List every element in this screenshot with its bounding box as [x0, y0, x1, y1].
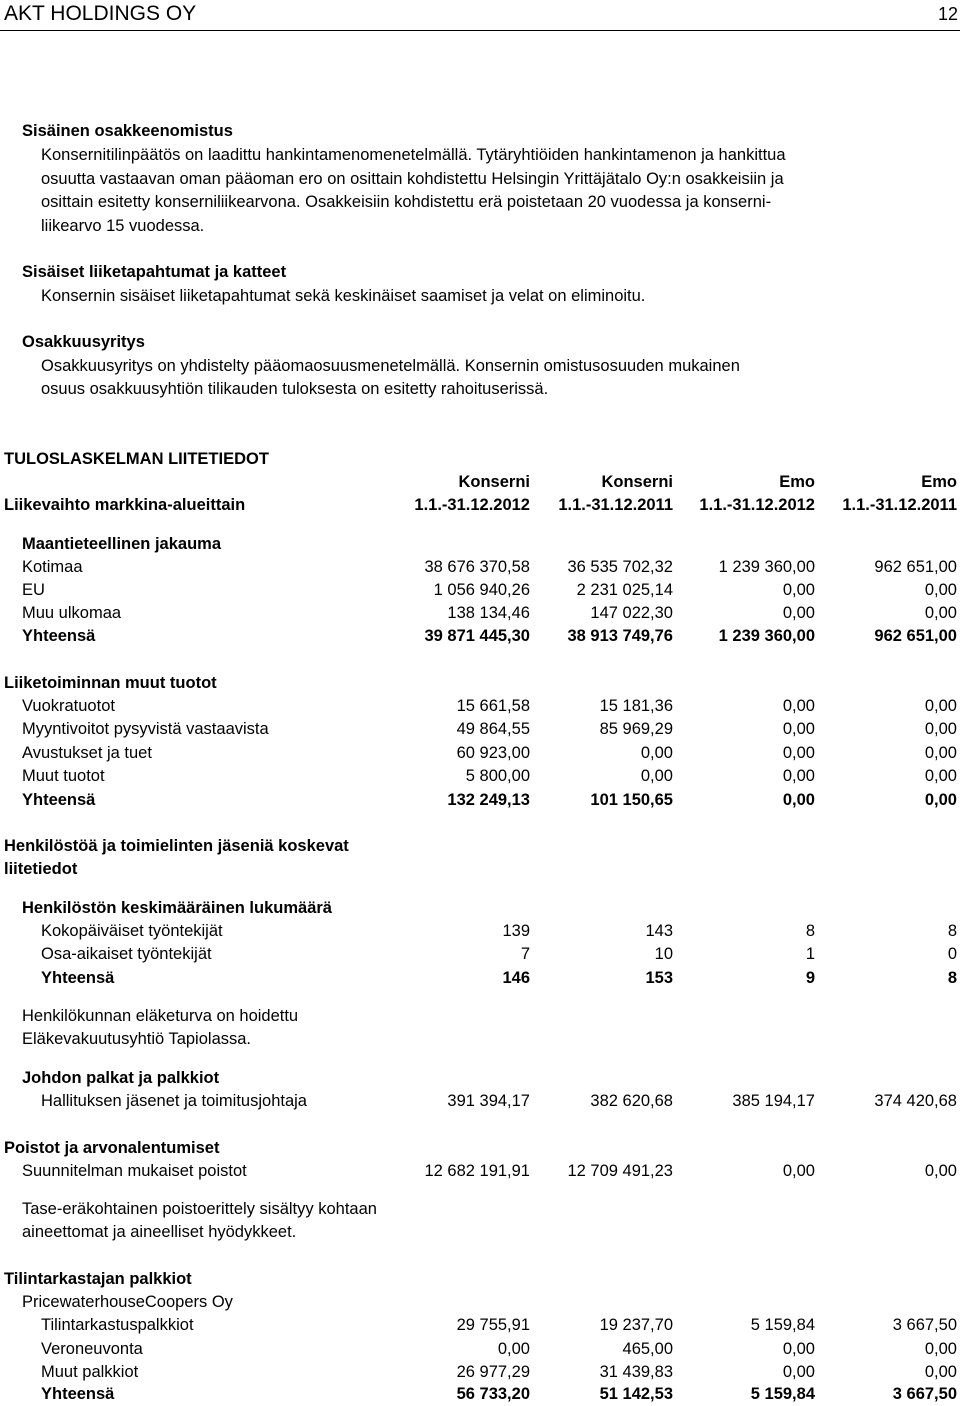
cell-value: 0,00 [924, 697, 957, 715]
column-header: Emo [779, 473, 815, 491]
row-label: Avustukset ja tuet [22, 744, 152, 762]
row-label: Suunnitelman mukaiset poistot [22, 1162, 247, 1180]
cell-value: 10 [654, 945, 673, 963]
cell-value: 0,00 [924, 1340, 957, 1358]
cell-value: 1 239 360,00 [718, 627, 815, 645]
depreciation-note: Tase-eräkohtainen poistoerittely sisältyy kohtaan [22, 1200, 377, 1218]
cell-value: 0,00 [924, 1162, 957, 1180]
cell-value: 138 134,46 [447, 604, 530, 622]
cell-value: 139 [502, 922, 530, 940]
cell-value: 132 249,13 [447, 791, 530, 809]
cell-value: 26 977,29 [456, 1363, 530, 1381]
cell-value: 0,00 [782, 720, 815, 738]
cell-value: 15 181,36 [599, 697, 673, 715]
cell-value: 146 [502, 969, 530, 987]
cell-value: 962 651,00 [874, 558, 957, 576]
row-label: Muut palkkiot [41, 1363, 139, 1381]
cell-value: 5 159,84 [750, 1316, 815, 1334]
cell-value: 49 864,55 [456, 720, 530, 738]
cell-value: 0,00 [782, 791, 815, 809]
cell-value: 0,00 [640, 767, 673, 785]
cell-value: 0,00 [782, 744, 815, 762]
cell-value: 0,00 [924, 604, 957, 622]
cell-value: 0,00 [640, 744, 673, 762]
row-label: Yhteensä [41, 969, 115, 987]
pension-note: Henkilökunnan eläketurva on hoidettu [22, 1007, 299, 1025]
cell-value: 0,00 [924, 744, 957, 762]
cell-value: 0,00 [924, 720, 957, 738]
cell-value: 0,00 [782, 581, 815, 599]
group-title-auditor: Tilintarkastajan palkkiot [4, 1270, 192, 1288]
row-label-revenue-by-market: Liikevaihto markkina-alueittain [4, 496, 246, 514]
paragraph-line: osittain esitetty konserniliikearvona. Osakkeisiin kohdistettu erä poistetaan 20 vuodessa ja konserni- [41, 193, 772, 211]
cell-value: 12 709 491,23 [567, 1162, 673, 1180]
column-period: 1.1.-31.12.2011 [558, 496, 673, 514]
cell-value: 0,00 [782, 767, 815, 785]
cell-value: 39 871 445,30 [424, 627, 530, 645]
row-label: EU [22, 581, 45, 599]
column-header: Konserni [458, 473, 530, 491]
group-title-depreciation: Poistot ja arvonalentumiset [4, 1139, 220, 1157]
column-period: 1.1.-31.12.2011 [842, 496, 957, 514]
subgroup-title-headcount: Henkilöstön keskimääräinen lukumäärä [22, 899, 332, 917]
paragraph-line: Konsernitilinpäätös on laadittu hankintamenomenetelmällä. Tytäryhtiöiden hankintamenon ja hankittua [41, 146, 786, 164]
row-label: Hallituksen jäsenet ja toimitusjohtaja [41, 1092, 307, 1110]
cell-value: 143 [645, 922, 673, 940]
cell-value: 9 [805, 969, 815, 987]
cell-value: 0 [947, 945, 957, 963]
row-label: Osa-aikaiset työntekijät [41, 945, 212, 963]
cell-value: 15 661,58 [456, 697, 530, 715]
depreciation-note: aineettomat ja aineelliset hyödykkeet. [22, 1223, 297, 1241]
row-label: Muu ulkomaa [22, 604, 122, 622]
cell-value: 31 439,83 [599, 1363, 673, 1381]
cell-value: 5 159,84 [750, 1385, 815, 1403]
cell-value: 51 142,53 [599, 1385, 673, 1403]
row-label: Kotimaa [22, 558, 83, 576]
cell-value: 0,00 [924, 1363, 957, 1381]
column-header: Emo [921, 473, 957, 491]
subgroup-title-management: Johdon palkat ja palkkiot [22, 1069, 220, 1087]
cell-value: 385 194,17 [732, 1092, 815, 1110]
row-label: Veroneuvonta [41, 1340, 143, 1358]
section-title-associated-company: Osakkuusyritys [22, 333, 145, 351]
header-divider [0, 30, 960, 31]
page-number: 12 [938, 4, 959, 24]
cell-value: 0,00 [924, 767, 957, 785]
cell-value: 0,00 [782, 1340, 815, 1358]
cell-value: 465,00 [622, 1340, 673, 1358]
auditor-firm: PricewaterhouseCoopers Oy [22, 1293, 233, 1311]
cell-value: 2 231 025,14 [576, 581, 673, 599]
group-title-personnel: Henkilöstöä ja toimielinten jäseniä koskevat [4, 837, 349, 855]
cell-value: 962 651,00 [874, 627, 957, 645]
paragraph-line: osuus osakkuusyhtiön tilikauden tuloksesta on esitetty rahoituserissä. [41, 380, 549, 398]
cell-value: 1 056 940,26 [433, 581, 530, 599]
cell-value: 382 620,68 [590, 1092, 673, 1110]
cell-value: 0,00 [497, 1340, 530, 1358]
notes-title: TULOSLASKELMAN LIITETIEDOT [4, 450, 269, 468]
section-title-cross-ownership: Sisäinen osakkeenomistus [22, 122, 233, 140]
cell-value: 374 420,68 [874, 1092, 957, 1110]
row-label: Vuokratuotot [22, 697, 115, 715]
group-title-geographic: Maantieteellinen jakauma [22, 535, 221, 553]
cell-value: 0,00 [782, 604, 815, 622]
row-label: Myyntivoitot pysyvistä vastaavista [22, 720, 269, 738]
group-title-other-income: Liiketoiminnan muut tuotot [4, 674, 217, 692]
cell-value: 153 [645, 969, 673, 987]
cell-value: 12 682 191,91 [424, 1162, 530, 1180]
cell-value: 0,00 [782, 697, 815, 715]
cell-value: 29 755,91 [456, 1316, 530, 1334]
cell-value: 7 [520, 945, 530, 963]
column-header: Konserni [601, 473, 673, 491]
cell-value: 8 [805, 922, 815, 940]
company-name: AKT HOLDINGS OY [4, 2, 197, 25]
row-label: Kokopäiväiset työntekijät [41, 922, 223, 940]
cell-value: 101 150,65 [590, 791, 673, 809]
cell-value: 0,00 [782, 1162, 815, 1180]
section-title-internal-transactions: Sisäiset liiketapahtumat ja katteet [22, 263, 287, 281]
row-label: Yhteensä [22, 791, 96, 809]
row-label: Tilintarkastuspalkkiot [41, 1316, 194, 1334]
row-label: Yhteensä [41, 1385, 115, 1403]
pension-note: Eläkevakuutusyhtiö Tapiolassa. [22, 1030, 252, 1048]
column-period: 1.1.-31.12.2012 [414, 496, 530, 514]
row-label: Muut tuotot [22, 767, 105, 785]
cell-value: 38 913 749,76 [567, 627, 673, 645]
paragraph-line: Konsernin sisäiset liiketapahtumat sekä keskinäiset saamiset ja velat on eliminoitu. [41, 287, 646, 305]
column-period: 1.1.-31.12.2012 [699, 496, 815, 514]
cell-value: 60 923,00 [456, 744, 530, 762]
cell-value: 8 [947, 922, 957, 940]
cell-value: 38 676 370,58 [424, 558, 530, 576]
cell-value: 0,00 [782, 1363, 815, 1381]
cell-value: 147 022,30 [590, 604, 673, 622]
cell-value: 3 667,50 [892, 1316, 957, 1334]
group-title-personnel-cont: liitetiedot [4, 860, 78, 878]
cell-value: 3 667,50 [892, 1385, 957, 1403]
cell-value: 36 535 702,32 [567, 558, 673, 576]
cell-value: 8 [947, 969, 957, 987]
paragraph-line: liikearvo 15 vuodessa. [41, 217, 205, 235]
cell-value: 56 733,20 [456, 1385, 530, 1403]
cell-value: 391 394,17 [447, 1092, 530, 1110]
cell-value: 1 239 360,00 [718, 558, 815, 576]
cell-value: 19 237,70 [599, 1316, 673, 1334]
row-label: Yhteensä [22, 627, 96, 645]
paragraph-line: osuutta vastaavan oman pääoman ero on osittain kohdistettu Helsingin Yrittäjätalo Oy:n osakkeisiin ja [41, 170, 784, 188]
cell-value: 0,00 [924, 581, 957, 599]
cell-value: 5 800,00 [465, 767, 530, 785]
cell-value: 85 969,29 [599, 720, 673, 738]
cell-value: 1 [805, 945, 815, 963]
paragraph-line: Osakkuusyritys on yhdistelty pääomaosuusmenetelmällä. Konsernin omistusosuuden mukainen [41, 357, 740, 375]
cell-value: 0,00 [924, 791, 957, 809]
